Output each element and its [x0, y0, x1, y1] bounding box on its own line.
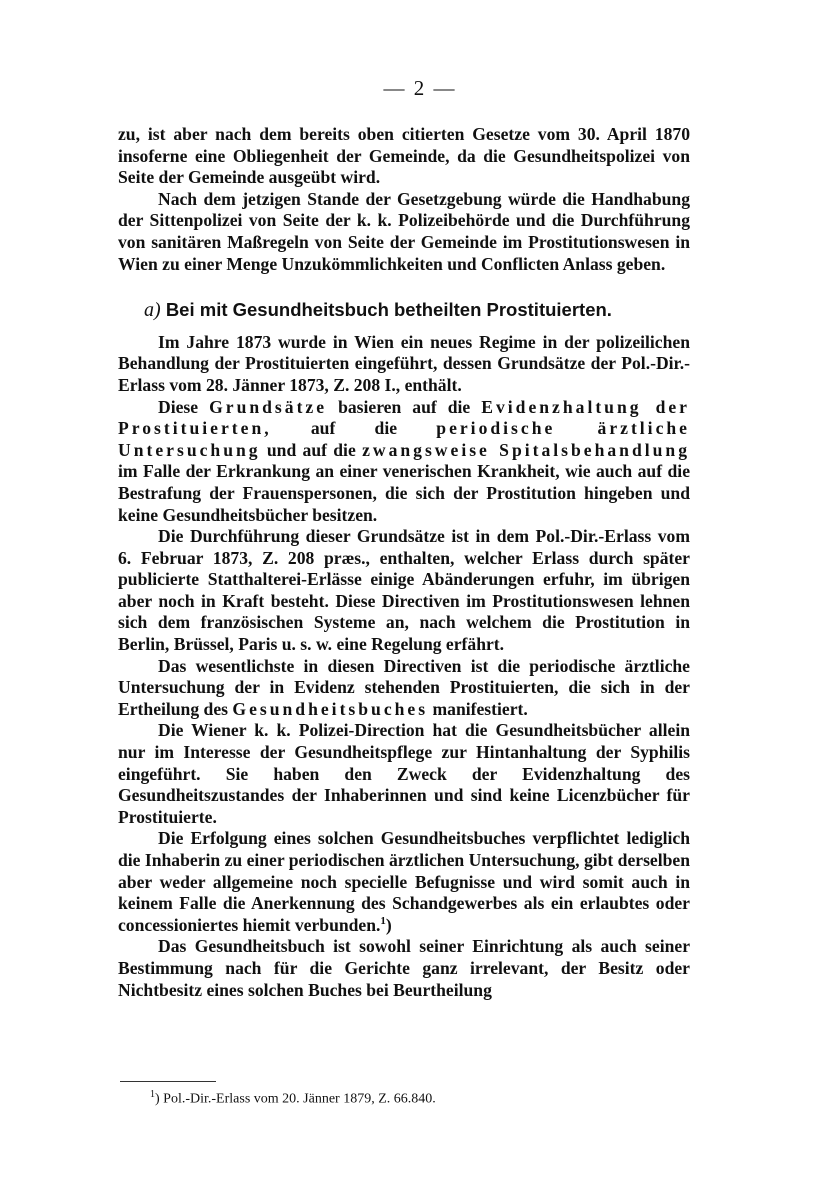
footnote-reference: 1: [380, 914, 386, 927]
emphasized-text: Grundsätze: [209, 396, 328, 417]
text-run: im Falle der Erkrankung an einer venerischen Krankheit, wie auch auf die Bestrafung der Frauenspersonen, die sich der Prostitution hingeben und keine Gesundheitsbücher besitzen.: [118, 461, 690, 525]
emphasized-text: periodische ärztliche Untersuchung: [118, 418, 690, 460]
footnote-mark: 1: [150, 1089, 155, 1100]
paragraph: Die Wiener k. k. Polizei-Direction hat die Gesundheitsbücher allein nur im Interesse der Gesundheitspflege zur Hintanhaltung der Syphilis eingeführt. Sie haben den Zweck der Evidenzhaltung des Gesundheitszustandes der Inhaberinnen und sind keine Licenzbücher für Prostituierte.: [118, 720, 690, 827]
paragraph: Die Durchführung dieser Grundsätze ist in dem Pol.-Dir.-Erlass vom 6. Februar 1873, Z. 208 præs., enthalten, welcher Erlass durch später publicierte Statthalterei-Erlässe einige Abänderungen erfuhr, im übrigen aber noch in Kraft besteht. Diese Directiven im Prostitutionswesen lehnen sich dem französischen Systeme an, nach welchem die Prostitution in Berlin, Brüssel, Paris u. s. w. eine Regelung erfährt.: [118, 526, 690, 655]
paragraph: [118, 656, 690, 721]
text-run: Die Erfolgung eines solchen Gesundheitsbuches verpflichtet lediglich die Inhaberin zu einer periodischen ärztlichen Untersuchung, gibt derselben aber weder allgemeine noch specielle Befugnisse und wird somit auch in keinem Falle die Anerkennung des Schandgewerbes als ein erlaubtes oder concessioniertes hiemit verbunden.: [118, 828, 690, 935]
text-run: ): [385, 914, 392, 935]
page-number: — 2 —: [383, 76, 457, 100]
paragraph: [118, 828, 690, 936]
emphasized-text: zwangsweise Spitalsbehandlung: [362, 439, 691, 460]
text-run: basieren auf die: [338, 396, 471, 417]
footnote-text: ) Pol.-Dir.-Erlass vom 20. Jänner 1879, Z. 66.840.: [155, 1091, 436, 1107]
body-text: [118, 124, 690, 1001]
text-run: und auf die: [266, 439, 356, 460]
emphasized-text: Evidenzhaltung der Prostituierten,: [118, 396, 690, 439]
paragraph: Nach dem jetzigen Stande der Gesetzgebung würde die Handhabung der Sittenpolizei von Seite der k. k. Polizeibehörde und die Durchführung von sanitären Maßregeln von Seite der Gemeinde im Prostitutionswesen in Wien zu einer Menge Unzukömmlichkeiten und Conflicten Anlass geben.: [118, 188, 690, 274]
footnote-divider: [120, 1081, 216, 1082]
text-run: Diese: [158, 396, 199, 417]
paragraph: Im Jahre 1873 wurde in Wien ein neues Regime in der polizeilichen Behandlung der Prostituierten eingeführt, dessen Grundsätze der Pol.-Dir.-Erlass vom 28. Jänner 1873, Z. 208 I., enthält.: [118, 331, 690, 395]
text-run: Das wesentlichste in diesen Directiven ist die periodische ärztliche Untersuchung der in Evidenz stehenden Prostituierten, die sich in der Ertheilung des: [118, 655, 690, 719]
paragraph: [118, 397, 690, 527]
section-heading: [118, 299, 690, 322]
section-marker: a): [144, 299, 161, 322]
section-heading-text: Bei mit Gesundheitsbuch betheilten Prostituierten.: [165, 299, 612, 321]
text-run: manifestiert.: [432, 698, 528, 719]
text-run: auf die: [310, 418, 398, 439]
emphasized-text: Gesundheitsbuches: [232, 698, 429, 719]
footnote: [150, 1086, 710, 1109]
paragraph-continuation: zu, ist aber nach dem bereits oben citierten Gesetze vom 30. April 1870 insoferne eine Obliegenheit der Gemeinde, da die Gesundheitspolizei von Seite der Gemeinde ausgeübt wird.: [118, 124, 690, 188]
paragraph: Das Gesundheitsbuch ist sowohl seiner Einrichtung als auch seiner Bestimmung nach für die Gerichte ganz irrelevant, der Besitz oder Nichtbesitz eines solchen Buches bei Beurtheilung: [118, 936, 690, 1000]
